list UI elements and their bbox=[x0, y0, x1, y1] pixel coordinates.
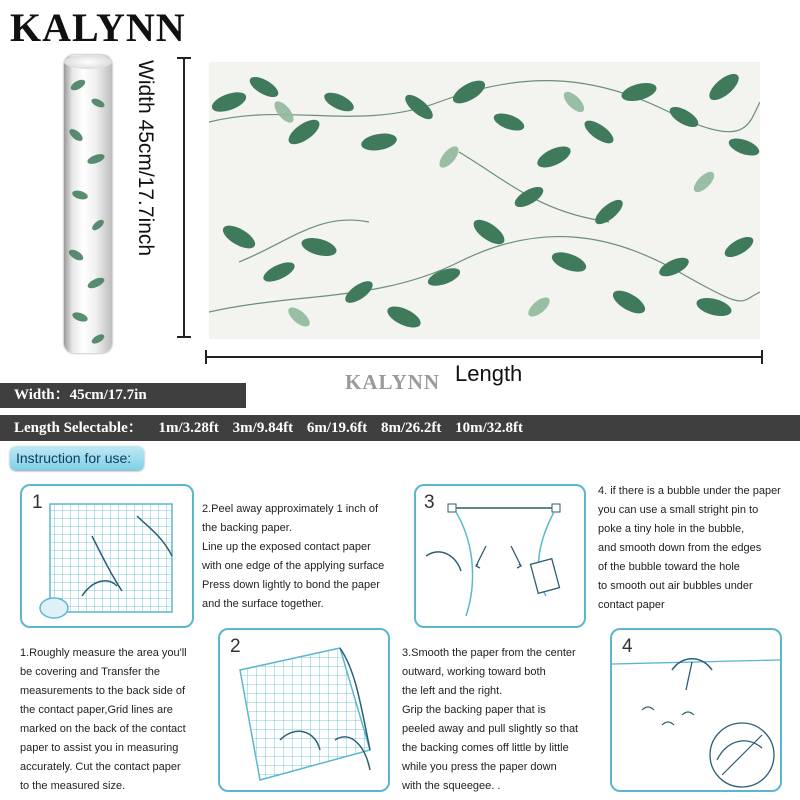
length-option: 6m/19.6ft bbox=[306, 420, 368, 436]
step-3-number: 3 bbox=[424, 492, 435, 513]
width-dimension-line bbox=[183, 58, 185, 338]
width-dimension-tick bbox=[177, 57, 191, 59]
length-dimension-line bbox=[205, 356, 763, 358]
length-option: 8m/26.2ft bbox=[380, 420, 442, 436]
length-dimension-label: Length bbox=[455, 361, 523, 386]
wallpaper-pattern-preview bbox=[209, 62, 760, 339]
step-4-text: 4. if there is a bubble under the paper you can use a small stright pin to poke a tiny hole in the bubble, and smooth down from the edges of the bubble toward the hole to smooth out air bubbles under contact paper bbox=[598, 485, 781, 611]
step-2-text: 2.Peel away approximately 1 inch of the backing paper. Line up the exposed contact paper with one edge of the applying surface Press down lightly to bond the paper and the surface together. bbox=[202, 503, 385, 610]
length-option: 10m/32.8ft bbox=[455, 420, 524, 436]
length-selectable-label: Length Selectable： bbox=[14, 420, 143, 436]
step-4-illustration bbox=[610, 628, 782, 792]
step-3-text: 3.Smooth the paper from the center outward, working toward both the left and the right. Grip the backing paper that is peeled away and pull slightly so that the backing comes off little by little while you press the paper down with the squeegee. . bbox=[402, 647, 579, 792]
step-2-illustration bbox=[218, 628, 390, 792]
width-dimension-tick bbox=[177, 336, 191, 338]
length-option: 3m/9.84ft bbox=[232, 420, 294, 436]
step-3-illustration bbox=[414, 484, 586, 628]
length-dimension-tick bbox=[761, 350, 763, 364]
brand-logo: KALYNN bbox=[10, 5, 186, 50]
instruction-header: Instruction for use: bbox=[10, 446, 144, 470]
length-option: 1m/3.28ft bbox=[158, 420, 219, 436]
wallpaper-roll-image bbox=[64, 55, 112, 353]
width-spec-bar: Width：45cm/17.7in bbox=[0, 383, 246, 408]
length-dimension-tick bbox=[205, 350, 207, 364]
step-1-illustration bbox=[20, 484, 194, 628]
step-1-number: 1 bbox=[32, 492, 43, 513]
step-2-number: 2 bbox=[230, 636, 241, 657]
brand-watermark: KALYNN bbox=[345, 370, 441, 394]
step-4-number: 4 bbox=[622, 636, 633, 657]
length-spec-bar bbox=[0, 415, 800, 441]
step-1-text: 1.Roughly measure the area you'll be covering and Transfer the measurements to the back side of the contact paper,Grid lines are marked on the back of the contact paper to assist you in measuring accurately. Cut the contact paper to the measured size. bbox=[20, 647, 187, 792]
